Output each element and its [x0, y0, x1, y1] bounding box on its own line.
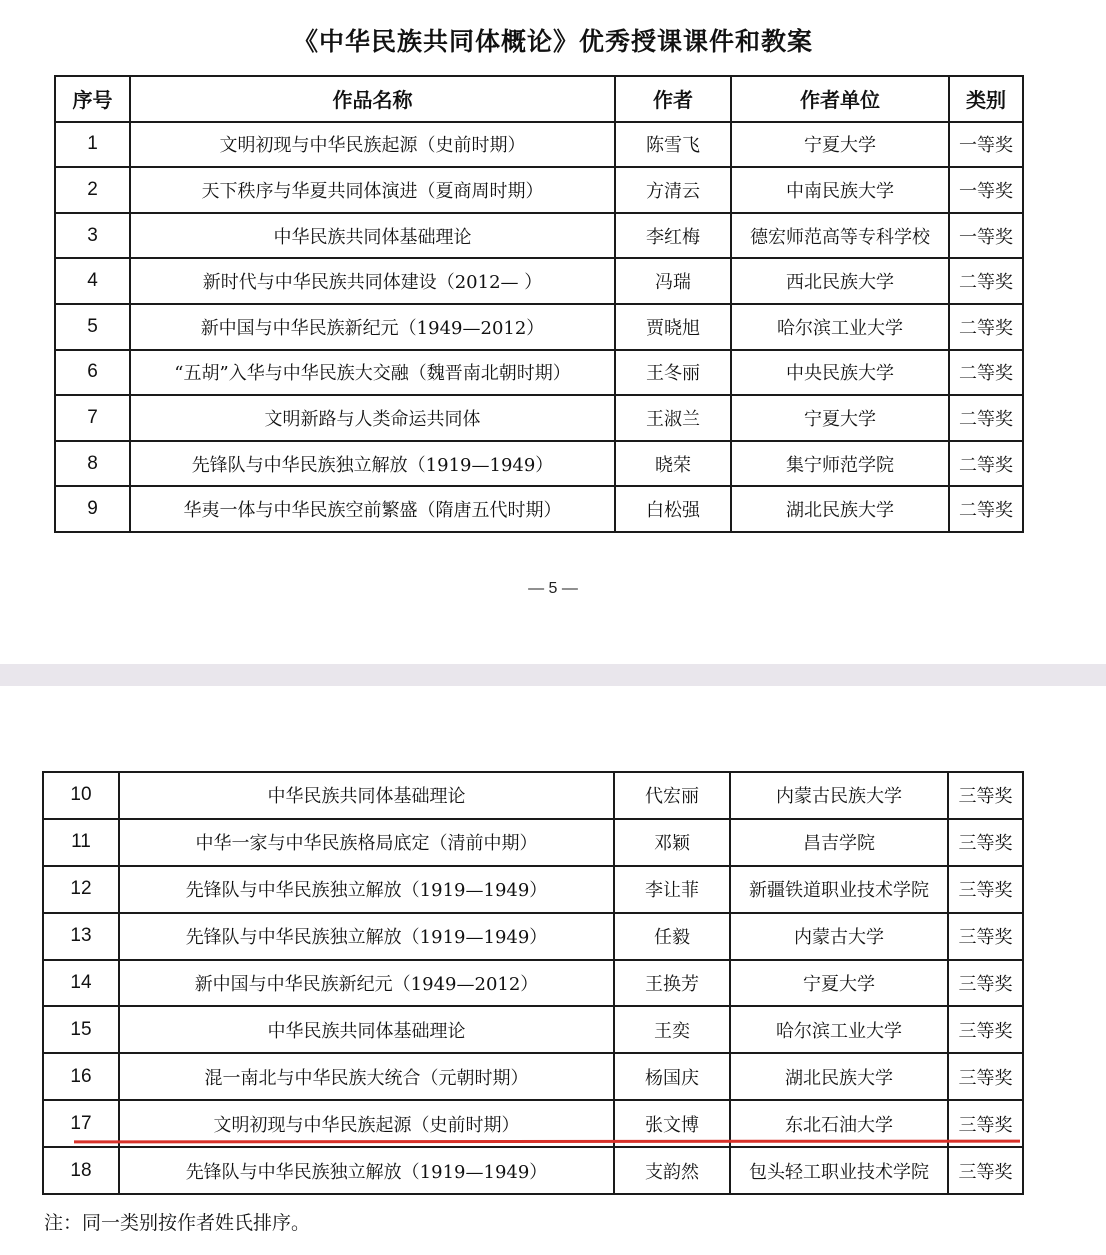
cell-no: 17 — [43, 1100, 119, 1147]
cell-no: 13 — [43, 913, 119, 960]
cell-unit: 东北石油大学 — [730, 1100, 948, 1147]
cell-name: 新时代与中华民族共同体建设（2012— ） — [130, 258, 615, 304]
table-row — [43, 1053, 1023, 1100]
cell-name: 中华民族共同体基础理论 — [119, 1006, 614, 1053]
table-row — [55, 486, 1023, 532]
cell-no: 18 — [43, 1147, 119, 1194]
cell-unit: 集宁师范学院 — [731, 441, 949, 487]
cell-author: 李红梅 — [615, 213, 731, 259]
cell-unit: 内蒙古民族大学 — [730, 772, 948, 819]
cell-unit: 宁夏大学 — [730, 960, 948, 1007]
award-table-part-1 — [54, 75, 1024, 533]
cell-author: 贾晓旭 — [615, 304, 731, 350]
cell-category: 三等奖 — [948, 819, 1023, 866]
award-table-part-2 — [42, 771, 1024, 1195]
cell-category: 三等奖 — [948, 913, 1023, 960]
cell-name: 中华一家与中华民族格局底定（清前中期） — [119, 819, 614, 866]
table-row — [43, 1006, 1023, 1053]
table-row — [55, 122, 1023, 168]
cell-no: 12 — [43, 866, 119, 913]
cell-author: 陈雪飞 — [615, 122, 731, 168]
cell-author: 杨国庆 — [614, 1053, 730, 1100]
cell-category: 三等奖 — [948, 960, 1023, 1007]
cell-name: 先锋队与中华民族独立解放（1919—1949） — [119, 866, 614, 913]
table-row — [55, 258, 1023, 304]
table-row — [55, 441, 1023, 487]
table-row — [55, 304, 1023, 350]
cell-author: 白松强 — [615, 486, 731, 532]
cell-unit: 昌吉学院 — [730, 819, 948, 866]
cell-author: 王奕 — [614, 1006, 730, 1053]
cell-unit: 中央民族大学 — [731, 350, 949, 396]
page-separator — [0, 664, 1106, 686]
table-row — [43, 1147, 1023, 1194]
cell-author: 李让菲 — [614, 866, 730, 913]
cell-author: 代宏丽 — [614, 772, 730, 819]
cell-no: 5 — [55, 304, 130, 350]
cell-author: 王换芳 — [614, 960, 730, 1007]
cell-name: 文明初现与中华民族起源（史前时期） — [130, 122, 615, 168]
cell-unit: 中南民族大学 — [731, 167, 949, 213]
header-author: 作者 — [615, 76, 731, 122]
cell-name: 先锋队与中华民族独立解放（1919—1949） — [119, 1147, 614, 1194]
cell-category: 三等奖 — [948, 1006, 1023, 1053]
cell-name: 华夷一体与中华民族空前繁盛（隋唐五代时期） — [130, 486, 615, 532]
cell-no: 8 — [55, 441, 130, 487]
cell-no: 9 — [55, 486, 130, 532]
cell-unit: 湖北民族大学 — [730, 1053, 948, 1100]
table-row — [55, 213, 1023, 259]
cell-unit: 内蒙古大学 — [730, 913, 948, 960]
cell-no: 10 — [43, 772, 119, 819]
table-row — [43, 960, 1023, 1007]
page-number: — 5 — — [528, 580, 578, 597]
cell-no: 11 — [43, 819, 119, 866]
cell-category: 三等奖 — [948, 1147, 1023, 1194]
header-unit: 作者单位 — [731, 76, 949, 122]
cell-author: 任毅 — [614, 913, 730, 960]
cell-category: 一等奖 — [949, 167, 1023, 213]
cell-author: 支韵然 — [614, 1147, 730, 1194]
cell-name: 中华民族共同体基础理论 — [119, 772, 614, 819]
cell-name: 新中国与中华民族新纪元（1949—2012） — [119, 960, 614, 1007]
cell-category: 一等奖 — [949, 122, 1023, 168]
cell-author: 冯瑞 — [615, 258, 731, 304]
cell-author: 邓颖 — [614, 819, 730, 866]
table-row — [43, 819, 1023, 866]
cell-category: 一等奖 — [949, 213, 1023, 259]
header-name: 作品名称 — [130, 76, 615, 122]
cell-category: 三等奖 — [948, 866, 1023, 913]
cell-author: 王冬丽 — [615, 350, 731, 396]
header-category: 类别 — [949, 76, 1023, 122]
cell-category: 二等奖 — [949, 304, 1023, 350]
table-row — [43, 913, 1023, 960]
cell-unit: 新疆铁道职业技术学院 — [730, 866, 948, 913]
cell-unit: 宁夏大学 — [731, 122, 949, 168]
cell-category: 二等奖 — [949, 395, 1023, 441]
cell-category: 三等奖 — [948, 1100, 1023, 1147]
table-row — [43, 772, 1023, 819]
cell-unit: 包头轻工职业技术学院 — [730, 1147, 948, 1194]
cell-no: 7 — [55, 395, 130, 441]
table-header-row — [55, 76, 1023, 122]
table-row — [55, 395, 1023, 441]
cell-name: “五胡”入华与中华民族大交融（魏晋南北朝时期） — [130, 350, 615, 396]
cell-name: 文明初现与中华民族起源（史前时期） — [119, 1100, 614, 1147]
table-row — [43, 866, 1023, 913]
cell-author: 王淑兰 — [615, 395, 731, 441]
cell-name: 先锋队与中华民族独立解放（1919—1949） — [130, 441, 615, 487]
cell-category: 二等奖 — [949, 441, 1023, 487]
table-row — [55, 167, 1023, 213]
cell-name: 先锋队与中华民族独立解放（1919—1949） — [119, 913, 614, 960]
cell-category: 二等奖 — [949, 486, 1023, 532]
cell-category: 三等奖 — [948, 772, 1023, 819]
cell-no: 14 — [43, 960, 119, 1007]
cell-no: 3 — [55, 213, 130, 259]
cell-name: 文明新路与人类命运共同体 — [130, 395, 615, 441]
document-title: 《中华民族共同体概论》优秀授课课件和教案 — [292, 27, 813, 56]
cell-unit: 湖北民族大学 — [731, 486, 949, 532]
cell-no: 6 — [55, 350, 130, 396]
cell-no: 1 — [55, 122, 130, 168]
cell-name: 新中国与中华民族新纪元（1949—2012） — [130, 304, 615, 350]
cell-name: 天下秩序与华夏共同体演进（夏商周时期） — [130, 167, 615, 213]
cell-category: 二等奖 — [949, 258, 1023, 304]
cell-unit: 哈尔滨工业大学 — [730, 1006, 948, 1053]
cell-author: 晓荣 — [615, 441, 731, 487]
cell-author: 方清云 — [615, 167, 731, 213]
footnote: 注：同一类别按作者姓氏排序。 — [44, 1212, 311, 1234]
cell-author: 张文博 — [614, 1100, 730, 1147]
cell-category: 二等奖 — [949, 350, 1023, 396]
table-row — [55, 350, 1023, 396]
header-no: 序号 — [55, 76, 130, 122]
cell-unit: 西北民族大学 — [731, 258, 949, 304]
cell-no: 15 — [43, 1006, 119, 1053]
cell-unit: 德宏师范高等专科学校 — [731, 213, 949, 259]
cell-no: 16 — [43, 1053, 119, 1100]
cell-unit: 宁夏大学 — [731, 395, 949, 441]
cell-no: 4 — [55, 258, 130, 304]
cell-category: 三等奖 — [948, 1053, 1023, 1100]
cell-name: 混一南北与中华民族大统合（元朝时期） — [119, 1053, 614, 1100]
cell-name: 中华民族共同体基础理论 — [130, 213, 615, 259]
cell-unit: 哈尔滨工业大学 — [731, 304, 949, 350]
cell-no: 2 — [55, 167, 130, 213]
